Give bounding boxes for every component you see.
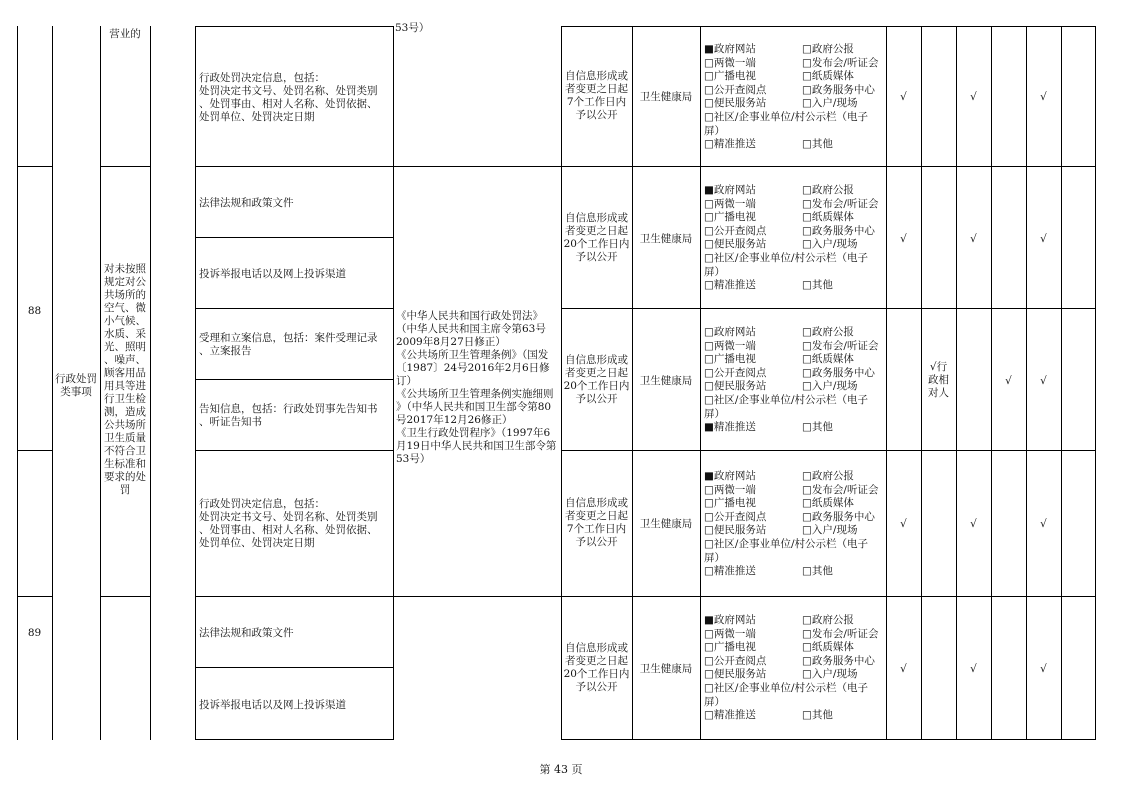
time-cell: 自信息形成或 者变更之日起 7个工作日内 予以公开: [565, 70, 628, 121]
dept-cell: 卫生健康局: [639, 518, 693, 530]
grid-line: [195, 596, 393, 597]
grid-line: [195, 26, 393, 27]
channel-reading-point: □公开查阅点: [704, 654, 767, 667]
channel-two-one: □两微一端: [704, 56, 756, 69]
channel-service-center: □政务服务中心: [802, 83, 875, 96]
channel-two-one: □两微一端: [704, 339, 756, 352]
content-cell: 受理和立案信息，包括：案件受理记录 、立案报告: [199, 332, 378, 357]
check-mark: √: [900, 91, 907, 103]
grid-line: [100, 596, 150, 597]
channel-door: □入户/现场: [802, 380, 858, 393]
check-mark: √: [1040, 663, 1047, 675]
grid-line: [195, 166, 393, 167]
channel-door: □入户/现场: [802, 524, 858, 537]
check-mark: √: [1040, 518, 1047, 530]
channel-two-one: □两微一端: [704, 483, 756, 496]
channel-tv: □广播电视: [704, 497, 756, 510]
channel-reading-point: □公开查阅点: [704, 83, 767, 96]
dept-cell: 卫生健康局: [639, 233, 693, 245]
grid-line: [150, 26, 151, 740]
grid-line: [561, 166, 1095, 167]
content-cell: 法律法规和政策文件: [199, 197, 294, 209]
dept-cell: 卫生健康局: [639, 91, 693, 103]
channel-gov-site: ■政府网站: [704, 614, 756, 626]
channel-community-2: 屏）: [704, 695, 725, 708]
channel-two-one: □两微一端: [704, 197, 756, 210]
channel-precise: □精准推送: [704, 709, 756, 722]
channel-gov-site: ■政府网站: [704, 43, 756, 55]
channel-other: □其他: [802, 279, 833, 292]
content-cell: 告知信息，包括：行政处罚事先告知书 、听证告知书: [199, 403, 378, 428]
channel-precise: □精准推送: [704, 138, 756, 151]
grid-line: [195, 308, 393, 309]
channel-tv: □广播电视: [704, 70, 756, 83]
channel-gov-bulletin: □政府公报: [802, 184, 854, 196]
time-cell: 自信息形成或 者变更之日起 20个工作日内 予以公开: [563, 212, 630, 263]
channel-paper: □纸质媒体: [802, 641, 854, 654]
channel-convenience: □便民服务站: [704, 97, 767, 110]
content-cell: 行政处罚决定信息，包括： 处罚决定书文号、处罚名称、处罚类别 、处罚事由、相对人名称、处罚依据、 处罚单位、处罚决定日期: [199, 498, 378, 549]
grid-line: [17, 166, 52, 167]
basis-cell: 《中华人民共和国行政处罚法》 （中华人民共和国主席令第63号 2009年8月27日修正） 《公共场所卫生管理条例》（国发 〔1987〕24号2016年2月6日修订） 《公共场所卫生管理条例实施细则 》（中华人民共和国卫生部令第80 号2017年12月26修正） 《卫生行政处罚程序》（1997年6 月19日中华人民共和国卫生部令第 53号）: [396, 310, 557, 465]
row-number: 89: [27, 627, 42, 639]
row-number: 88: [27, 305, 42, 317]
channel-gov-bulletin: □政府公报: [802, 326, 854, 338]
check-mark: √: [970, 663, 977, 675]
channel-community-1: □社区/企事业单位/村公示栏（电子: [704, 682, 868, 694]
time-cell: 自信息形成或 者变更之日起 7个工作日内 予以公开: [565, 497, 628, 548]
time-cell: 自信息形成或 者变更之日起 20个工作日内 予以公开: [563, 354, 630, 405]
grid-line: [195, 26, 196, 740]
channel-other: □其他: [802, 138, 833, 151]
channel-tv: □广播电视: [704, 353, 756, 366]
channel-other: □其他: [802, 565, 833, 578]
category-cell: 行政处罚 类事项: [55, 373, 97, 398]
grid-line: [886, 26, 887, 740]
grid-line: [393, 26, 394, 740]
channel-paper: □纸质媒体: [802, 211, 854, 224]
grid-line: [17, 596, 52, 597]
check-mark: √: [1040, 233, 1047, 245]
grid-line: [195, 739, 393, 740]
channel-reading-point: □公开查阅点: [704, 366, 767, 379]
channel-press: □发布会/听证会: [802, 197, 879, 210]
channel-service-center: □政务服务中心: [802, 366, 875, 379]
channel-reading-point: □公开查阅点: [704, 224, 767, 237]
channel-tv: □广播电视: [704, 211, 756, 224]
channel-gov-bulletin: □政府公报: [802, 43, 854, 55]
channel-community-2: 屏）: [704, 265, 725, 278]
channel-convenience: □便民服务站: [704, 524, 767, 537]
grid-line: [561, 739, 1095, 740]
target-specific: √行 政相 对人: [928, 361, 949, 399]
time-cell: 自信息形成或 者变更之日起 20个工作日内 予以公开: [563, 642, 630, 693]
channel-service-center: □政务服务中心: [802, 510, 875, 523]
grid-line: [100, 166, 150, 167]
channel-community-1: □社区/企事业单位/村公示栏（电子: [704, 252, 868, 264]
channel-community-1: □社区/企事业单位/村公示栏（电子: [704, 111, 868, 123]
channel-door: □入户/现场: [802, 238, 858, 251]
content-cell: 投诉举报电话以及网上投诉渠道: [199, 699, 346, 711]
channel-gov-site: □政府网站: [704, 326, 756, 338]
dept-cell: 卫生健康局: [639, 375, 693, 387]
channel-convenience: □便民服务站: [704, 380, 767, 393]
check-mark: √: [970, 233, 977, 245]
channel-convenience: □便民服务站: [704, 238, 767, 251]
grid-line: [17, 450, 52, 451]
subject-cell: 对未按照 规定对公 共场所的 空气、微 小气候、 水质、采 光、照明 、噪声、 顾客用品 用具等进 行卫生检 测，造成 公共场所 卫生质量 不符合卫 生标准和 要求的处 罚: [104, 263, 146, 496]
channel-paper: □纸质媒体: [802, 70, 854, 83]
channel-other: □其他: [802, 421, 833, 434]
check-mark: √: [900, 518, 907, 530]
check-mark: √: [970, 518, 977, 530]
channel-gov-bulletin: □政府公报: [802, 470, 854, 482]
channel-community-1: □社区/企事业单位/村公示栏（电子: [704, 538, 868, 550]
grid-line: [561, 26, 1095, 27]
channel-service-center: □政务服务中心: [802, 654, 875, 667]
channel-paper: □纸质媒体: [802, 353, 854, 366]
check-mark: √: [900, 663, 907, 675]
channel-paper: □纸质媒体: [802, 497, 854, 510]
content-cell: 行政处罚决定信息，包括： 处罚决定书文号、处罚名称、处罚类别 、处罚事由、相对人名称、处罚依据、 处罚单位、处罚决定日期: [199, 72, 378, 123]
grid-line: [195, 667, 393, 668]
grid-line: [561, 596, 1095, 597]
channel-press: □发布会/听证会: [802, 56, 879, 69]
check-mark: √: [1040, 375, 1047, 387]
grid-line: [195, 237, 393, 238]
channel-gov-site: ■政府网站: [704, 184, 756, 196]
channel-community-2: 屏）: [704, 551, 725, 564]
check-mark: √: [900, 233, 907, 245]
channel-door: □入户/现场: [802, 97, 858, 110]
check-mark: √: [970, 91, 977, 103]
channel-press: □发布会/听证会: [802, 483, 879, 496]
grid-line: [393, 166, 561, 167]
channel-door: □入户/现场: [802, 668, 858, 681]
subject-tail: 营业的: [109, 28, 141, 40]
channel-precise: □精准推送: [704, 565, 756, 578]
grid-line: [393, 596, 561, 597]
channel-two-one: □两微一端: [704, 627, 756, 640]
channel-reading-point: □公开查阅点: [704, 510, 767, 523]
channel-community-1: □社区/企事业单位/村公示栏（电子: [704, 394, 868, 406]
dept-cell: 卫生健康局: [639, 663, 693, 675]
channel-other: □其他: [802, 709, 833, 722]
grid-line: [956, 26, 957, 740]
grid-line: [1095, 26, 1096, 740]
grid-line: [561, 308, 1095, 309]
channel-press: □发布会/听证会: [802, 627, 879, 640]
check-mark: √: [1040, 91, 1047, 103]
grid-line: [195, 450, 393, 451]
channel-convenience: □便民服务站: [704, 668, 767, 681]
channel-community-2: 屏）: [704, 407, 725, 420]
page-number: 第 43 页: [539, 763, 583, 776]
check-mark: √: [1005, 375, 1012, 387]
channel-community-2: 屏）: [704, 124, 725, 137]
content-cell: 投诉举报电话以及网上投诉渠道: [199, 268, 346, 280]
grid-line: [700, 26, 701, 740]
channel-gov-site: ■政府网站: [704, 470, 756, 482]
channel-tv: □广播电视: [704, 641, 756, 654]
channel-gov-bulletin: □政府公报: [802, 614, 854, 626]
grid-line: [195, 379, 393, 380]
channel-precise: ■精准推送: [704, 421, 756, 434]
channel-precise: □精准推送: [704, 279, 756, 292]
grid-line: [1061, 26, 1062, 740]
basis-tail: 53号）: [395, 22, 430, 34]
channel-service-center: □政务服务中心: [802, 224, 875, 237]
content-cell: 法律法规和政策文件: [199, 627, 294, 639]
grid-line: [561, 450, 1095, 451]
channel-press: □发布会/听证会: [802, 339, 879, 352]
